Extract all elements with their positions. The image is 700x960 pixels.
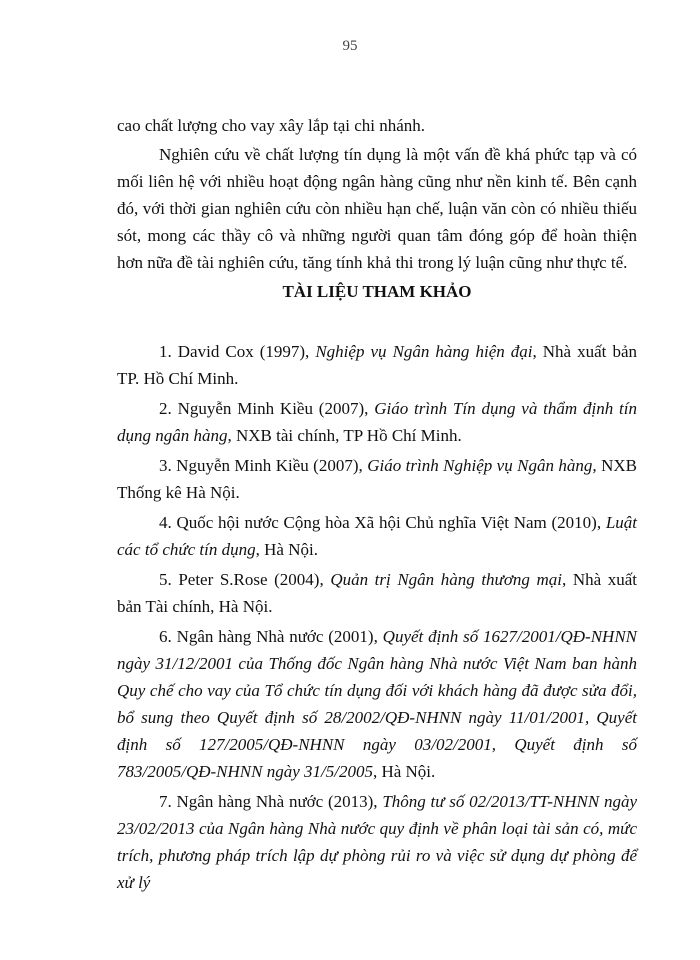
page-number: 95: [342, 38, 358, 54]
reference-item: [117, 788, 637, 896]
reference-author: 2. Nguyễn Minh Kiều (2007),: [159, 399, 375, 418]
reference-item: [117, 395, 637, 449]
reference-author: 5. Peter S.Rose (2004),: [159, 570, 331, 589]
references-heading: TÀI LIỆU THAM KHẢO: [282, 282, 472, 301]
reference-author: 4. Quốc hội nước Cộng hòa Xã hội Chủ nghĩa Việt Nam (2010),: [159, 513, 606, 532]
reference-author: 1. David Cox (1997),: [159, 342, 316, 361]
reference-item: [117, 509, 637, 563]
reference-author: 3. Nguyễn Minh Kiều (2007),: [159, 456, 368, 475]
reference-item: [117, 623, 637, 785]
reference-publisher: NXB Thống kê Hà Nội.: [117, 456, 637, 502]
reference-publisher: , Hà Nội.: [255, 540, 318, 559]
reference-author: 7. Ngân hàng Nhà nước (2013),: [159, 792, 383, 811]
reference-item: [117, 452, 637, 506]
reference-publisher: , NXB tài chính, TP Hồ Chí Minh.: [227, 426, 462, 445]
reference-title: Giáo trình Tín dụng và thẩm định tín dụng ngân hàng: [117, 399, 637, 445]
reference-title: Giáo trình Nghiệp vụ Ngân hàng,: [367, 456, 597, 475]
document-body: [117, 112, 637, 899]
reference-title: Quyết định số 1627/2001/QĐ-NHNN ngày 31/12/2001 của Thống đốc Ngân hàng Nhà nước Việt Nam ban hành Quy chế cho vay của Tổ chức tín dụng đối với khách hàng đã được sửa đổi, bổ sung theo Quyết định số 28/2002/QĐ-NHNN ngày 11/01/2001, Quyết định số 127/2005/QĐ-NHNN ngày 03/02/2001, Quyết định số 783/2005/QĐ-NHNN ngày 31/5/2005: [117, 627, 638, 781]
reference-item: [117, 338, 637, 392]
reference-author: 6. Ngân hàng Nhà nước (2001),: [159, 627, 383, 646]
reference-title: Luật các tổ chức tín dụng: [117, 513, 637, 559]
reference-title: Quản trị Ngân hàng thương mại: [330, 570, 562, 589]
reference-title: Nghiệp vụ Ngân hàng hiện đại: [315, 342, 533, 361]
reference-publisher: , Nhà xuất bản TP. Hồ Chí Minh.: [117, 342, 637, 388]
reference-title: Thông tư số 02/2013/TT-NHNN ngày 23/02/2013 của Ngân hàng Nhà nước quy định về phân loại tài sản có, mức trích, phương pháp trích lập dự phòng rủi ro và việc sử dụng dự phòng để xử lý: [117, 792, 637, 892]
reference-publisher: , Hà Nội.: [372, 762, 436, 781]
conclusion-paragraph: Nghiên cứu về chất lượng tín dụng là một vấn đề khá phức tạp và có mối liên hệ với nhiều hoạt động ngân hàng cũng như nền kinh tế. Bên cạnh đó, với thời gian nghiên cứu còn nhiều hạn chế, luận văn còn có nhiều thiếu sót, mong các thầy cô và những người quan tâm đóng góp để hoàn thiện hơn nữa đề tài nghiên cứu, tăng tính khả thi trong lý luận cũng như thực tế.: [117, 145, 637, 272]
intro-text: cao chất lượng cho vay xây lắp tại chi nhánh.: [117, 116, 426, 135]
reference-item: [117, 566, 637, 620]
reference-publisher: , Nhà xuất bản Tài chính, Hà Nội.: [117, 570, 637, 616]
